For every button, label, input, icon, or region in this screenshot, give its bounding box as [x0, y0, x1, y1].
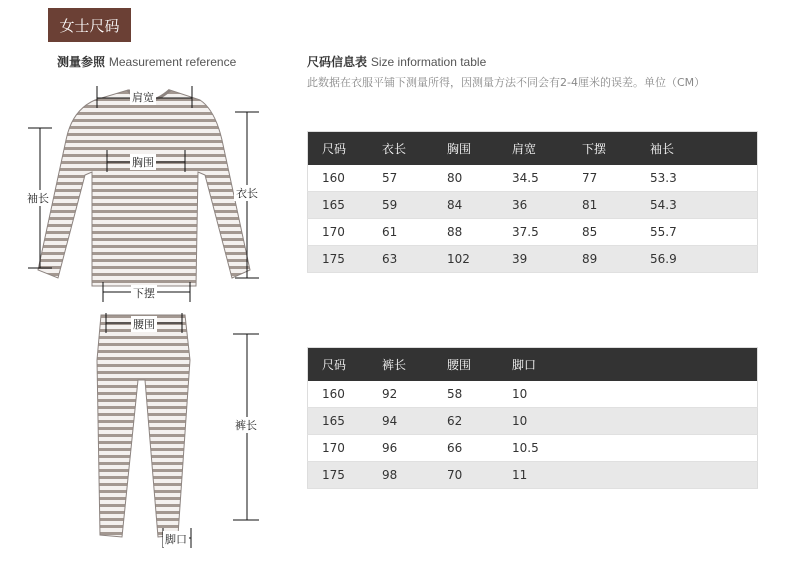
header-cell: 尺码: [308, 348, 369, 382]
label-sleeve: 袖长: [27, 192, 49, 205]
table-cell: 85: [568, 219, 636, 246]
size-info-en: Size information table: [370, 55, 487, 69]
table-cell: 54.3: [636, 192, 758, 219]
table-cell: 39: [498, 246, 568, 273]
table-cell: 62: [433, 408, 498, 435]
pants-shape: [97, 315, 190, 537]
table-row: [308, 408, 758, 435]
table-cell: 53.3: [636, 165, 758, 192]
size-info-note: 此数据在衣服平铺下测量所得，因测量方法不同会有2-4厘米的误差。单位（CM）: [307, 76, 706, 89]
header-cell: 腰围: [433, 348, 498, 382]
header-cell: 脚口: [498, 348, 758, 382]
label-chest: 胸围: [132, 156, 154, 169]
table-cell: 66: [433, 435, 498, 462]
table-cell: 175: [308, 246, 369, 273]
table-cell: 55.7: [636, 219, 758, 246]
label-pants-length: 裤长: [235, 419, 257, 432]
size-info-heading: [307, 53, 486, 70]
table-cell: 10: [498, 408, 758, 435]
table-row: [308, 219, 758, 246]
table-cell: 36: [498, 192, 568, 219]
header-cell: 肩宽: [498, 132, 568, 166]
top-size-table-header: [308, 132, 758, 166]
table-cell: 96: [368, 435, 433, 462]
table-cell: 61: [368, 219, 433, 246]
label-shoulder: 肩宽: [132, 91, 154, 104]
header-cell: 衣长: [368, 132, 433, 166]
table-cell: 175: [308, 462, 369, 489]
table-cell: 170: [308, 435, 369, 462]
top-size-table: [307, 131, 758, 273]
table-cell: 165: [308, 408, 369, 435]
label-hem: 下摆: [133, 287, 155, 300]
bottom-size-table-header: [308, 348, 758, 382]
table-cell: 11: [498, 462, 758, 489]
table-cell: 160: [308, 165, 369, 192]
table-cell: 57: [368, 165, 433, 192]
table-cell: 34.5: [498, 165, 568, 192]
shirt-shape: [38, 90, 250, 286]
table-cell: 58: [433, 381, 498, 408]
header-cell: 下摆: [568, 132, 636, 166]
table-cell: 10.5: [498, 435, 758, 462]
table-row: [308, 192, 758, 219]
label-waist: 腰围: [133, 318, 155, 331]
table-cell: 63: [368, 246, 433, 273]
table-cell: 37.5: [498, 219, 568, 246]
garment-diagram: [0, 0, 300, 567]
table-row: [308, 462, 758, 489]
table-cell: 88: [433, 219, 498, 246]
table-cell: 92: [368, 381, 433, 408]
header-cell: 袖长: [636, 132, 758, 166]
bottom-size-table: [307, 347, 758, 489]
size-info-cn: 尺码信息表: [307, 55, 368, 69]
header-cell: 裤长: [368, 348, 433, 382]
measurement-reference-en: Measurement reference: [108, 55, 237, 69]
table-cell: 102: [433, 246, 498, 273]
table-cell: 56.9: [636, 246, 758, 273]
table-row: [308, 435, 758, 462]
header-cell: 胸围: [433, 132, 498, 166]
table-cell: 81: [568, 192, 636, 219]
table-cell: 77: [568, 165, 636, 192]
table-row: [308, 246, 758, 273]
label-cuff: 脚口: [165, 533, 187, 546]
table-row: [308, 165, 758, 192]
table-cell: 84: [433, 192, 498, 219]
table-cell: 59: [368, 192, 433, 219]
table-cell: 94: [368, 408, 433, 435]
header-cell: 尺码: [308, 132, 369, 166]
table-cell: 70: [433, 462, 498, 489]
table-row: [308, 381, 758, 408]
table-cell: 80: [433, 165, 498, 192]
table-cell: 165: [308, 192, 369, 219]
table-cell: 160: [308, 381, 369, 408]
label-length: 衣长: [236, 187, 258, 200]
table-cell: 10: [498, 381, 758, 408]
table-cell: 89: [568, 246, 636, 273]
table-cell: 98: [368, 462, 433, 489]
page-title-badge: 女士尺码: [48, 8, 131, 42]
garment-illustration: [0, 0, 300, 567]
measurement-reference-cn: 测量参照: [57, 55, 106, 69]
table-cell: 170: [308, 219, 369, 246]
